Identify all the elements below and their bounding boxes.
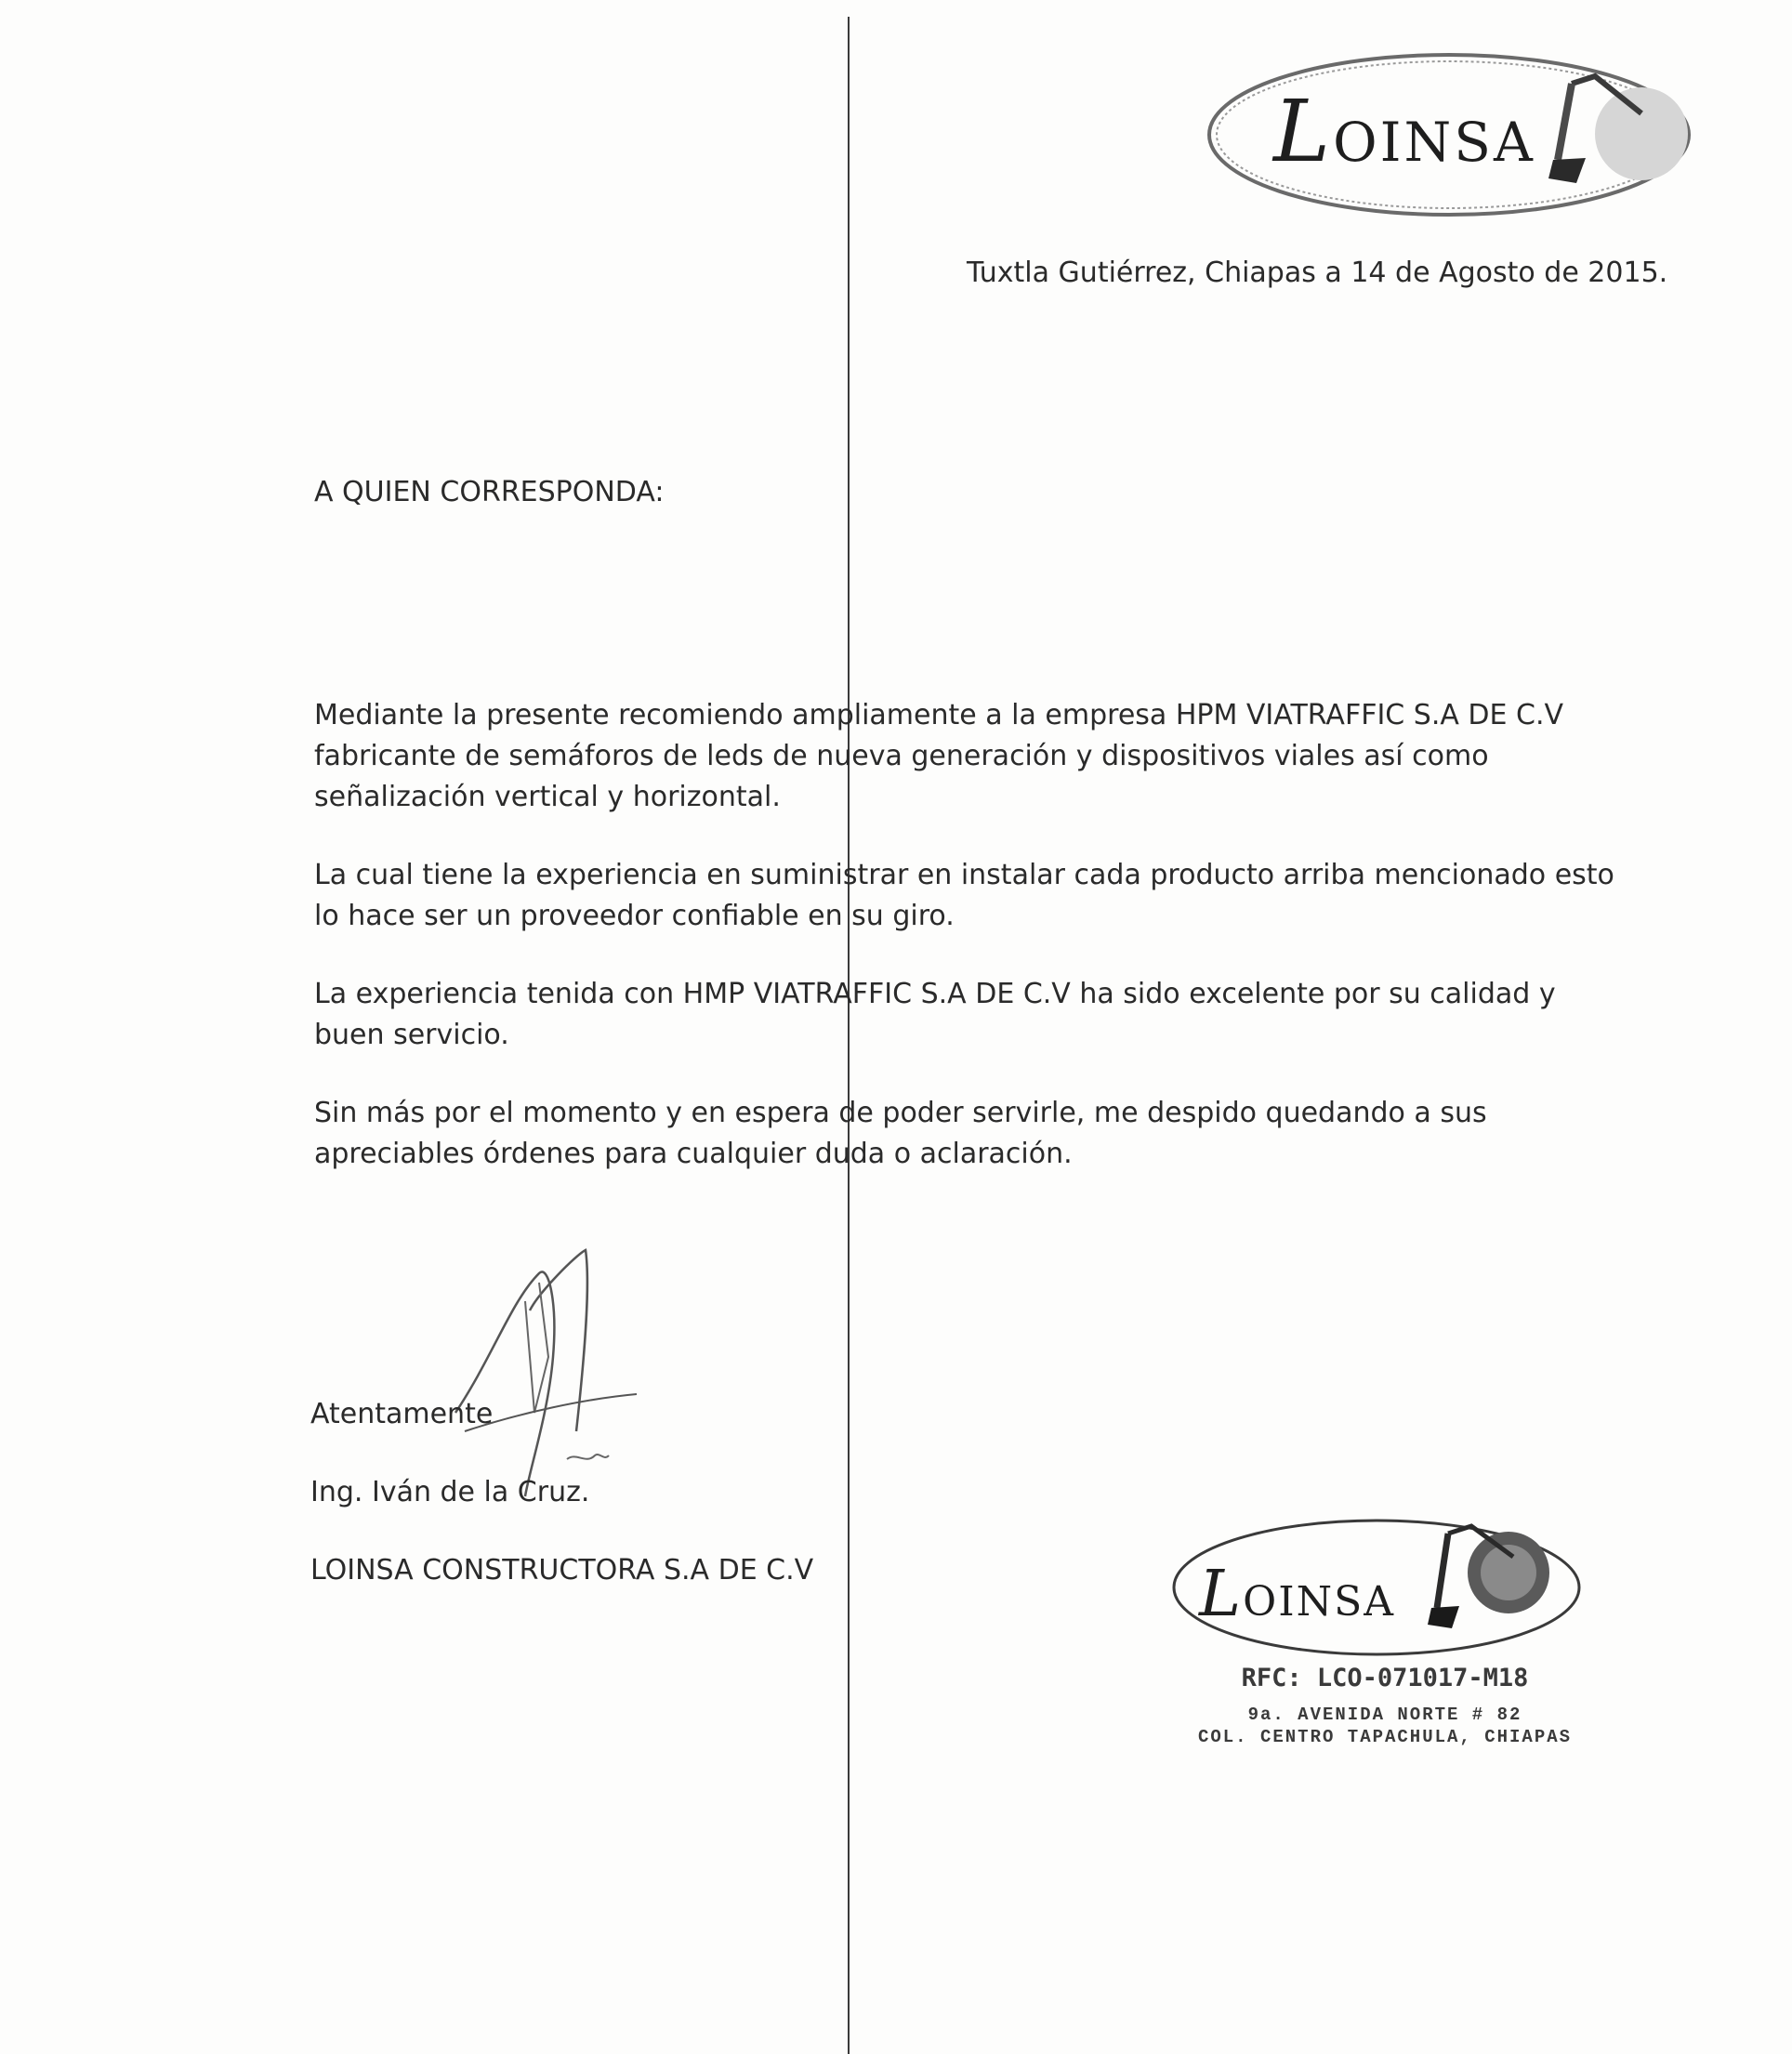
stamp-address-line-2: COL. CENTRO TAPACHULA, CHIAPAS [1197, 1727, 1573, 1747]
letter-body [314, 695, 1615, 1212]
body-paragraph-4: Sin más por el momento y en espera de poder servirle, me despido quedando a sus apreciables órdenes para cualquier duda o aclaración. [314, 1097, 1487, 1170]
body-paragraph-3: La experiencia tenida con HMP VIATRAFFIC S.A DE C.V ha sido excelente por su calidad y buen servicio. [314, 978, 1556, 1051]
signer-name: Ing. Iván de la Cruz. [310, 1476, 590, 1508]
body-paragraph-2: La cual tiene la experiencia en suministrar en instalar cada producto arriba mencionado esto lo hace ser un proveedor confiable en su giro. [314, 859, 1614, 932]
closing-block [310, 1376, 813, 1610]
salutation: A QUIEN CORRESPONDA: [314, 476, 665, 508]
signer-company: LOINSA CONSTRUCTORA S.A DE C.V [310, 1554, 814, 1587]
excavator-logo-icon [1428, 1526, 1549, 1628]
stamp-address-line-1: 9a. AVENIDA NORTE # 82 [1247, 1705, 1522, 1725]
body-paragraph-1: Mediante la presente recomiendo ampliamente a la empresa HPM VIATRAFFIC S.A DE C.V fabricante de semáforos de leds de nueva generación y dispositivos viales así como señalización vertical y horizontal. [314, 699, 1564, 813]
stamp-rfc: RFC: LCO-071017-M18 [1241, 1664, 1529, 1692]
loinsa-logo-text-top: LOINSA [1273, 82, 1535, 181]
excavator-logo-icon [1548, 76, 1688, 183]
company-stamp-logo-text: LOINSA [1199, 1558, 1396, 1631]
letter-date: Tuxtla Gutiérrez, Chiapas a 14 de Agosto de 2015. [967, 257, 1668, 289]
closing-regards: Atentamente [310, 1398, 494, 1430]
